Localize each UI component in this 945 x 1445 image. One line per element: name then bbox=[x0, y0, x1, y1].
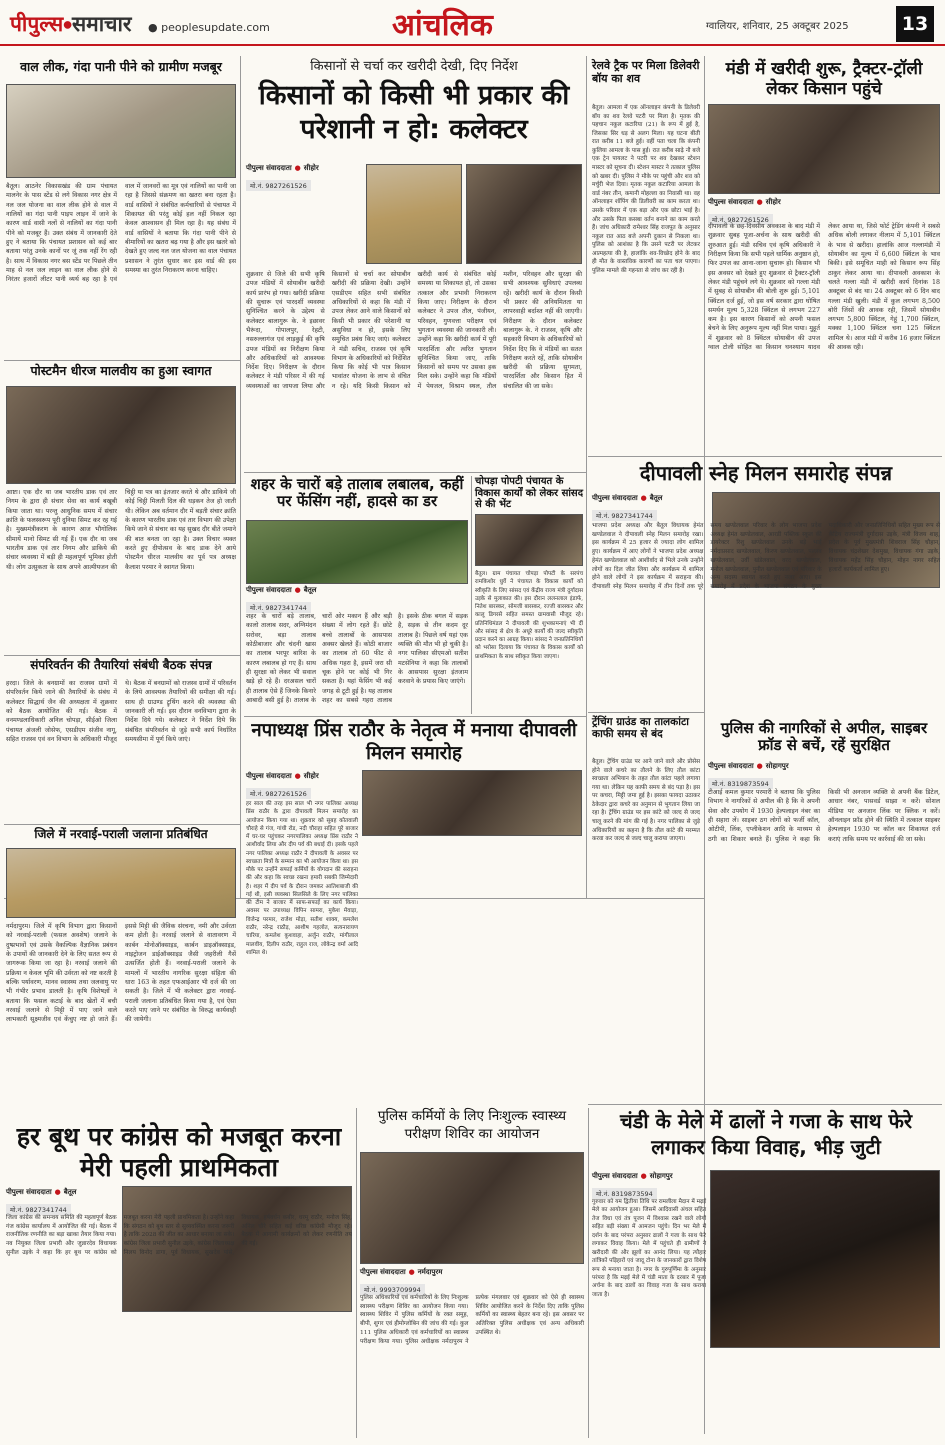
mobile-number: मो.नं. 9827261526 bbox=[246, 180, 311, 191]
headline: चोपड़ा पोपटी पंचायत के विकास कार्यों को लेकर सांसद से की भेंट bbox=[475, 476, 584, 510]
byline: पीपुल्स संवाददाता ● बैतूल bbox=[246, 586, 317, 594]
body-text: बैतूल। आमला में एक ऑनलाइन कंपनी के डिलेवरी बॉय का शव रेलवे पटरी पर मिला है। मृतक की पहचान नकुल कटारिया (21) के रूप में हुई है, जिसका सिर धड़ से अलग मिला। यह घटना बीती रात करीब 11 बजे हुई। वहीं पता चला कि कंपनी कुलिया आमला के पास हुई। रात करीब साढ़े नौ बजे एक ट्रेन पायलट ने पटरी पर शव देखकर स्टेशन मास्टर को सूचना दी। स्टेशन मास्टर ने तत्काल पुलिस को खबर दी। पुलिस ने मौके पर पहुंची और शव को मर्चुरी भेज दिया। मृतक नकुल कटारिया आमला के वार्ड नंबर तीन, कमानी मोहल्ला का निवासी था। वह ऑनलाइन शॉपिंग की डिलीवरी का काम करता था। उसके परिवार में एक बड़ा और एक छोटा भाई है। और उसके पिता कसबा वर्तन बनाने का काम करते हैं। जांच अधिकारी रामेश्वर सिंह राजपूत के अनुसार नकुल रात आठ बजे अपनी दुकान से निकला था। पुलिस को आशंका है कि उसने पटरी पर लेटकर आत्महत्या की है, हालांकि शव-विच्छेद होने के बाद ही मौत के वास्तविक कारणों का पता चल पाएगा। पुलिस मामले की गहनता से जांच कर रही है। bbox=[592, 105, 700, 274]
headline: शहर के चारों बड़े तालाब लबालब, कहीं पर फेंसिंग नहीं, हादसे का डर bbox=[250, 475, 464, 511]
mobile-number: मो.नं. 9827341744 bbox=[592, 510, 657, 521]
article-diwali-milan-prince bbox=[246, 720, 582, 956]
byline: पीपुल्स संवाददाता ● बैतूल bbox=[6, 1188, 77, 1196]
body-text-cont bbox=[362, 840, 582, 896]
mobile-number: मो.नं. 9827341744 bbox=[6, 1204, 71, 1215]
mobile-number: मो.नं. 9993709994 bbox=[360, 1284, 425, 1295]
masthead bbox=[0, 0, 945, 46]
body-text: बैतूल। आठनेर विकासखंड की ग्राम पंचायत मालनेर के पास स्टेंड से लगे विकास नगर क्षेत्र में नल जल योजना का वाल लीक होने से वाल में नालियों का गंदा पानी पाइप लाइन में जाने के कारण वार्ड वासी नलों से नालियों का गंदा पानी पीने को मजबूर हैं। उक्त संबंध में जानकारी देते हुए ने बताया कि पंचायत प्रशासन को कई बार बताया परंतु उनके कानों पर जूं तक नहीं रेंग रही है। साथ में विकास नगर बस स्टेंड पर पिछले तीन माह से नल जल लाइन का वाल लीक होने से निरंतर हजारों लीटर पानी व्यर्थ बह रहा है एवं वाल में जानवरों का मूत्र एवं नालियों का पानी जा रहा है जिससे संक्रमण का खतरा बना रहता है। वार्ड वासियों ने संबंधित कर्मचारियों से पंचायत में शिकायत की परंतु कोई हल नहीं निकल रहा केवल आश्वासन ही मिल रहा है। यह संबंध में वार्ड वासियों ने बताया कि गंदा पानी पीने से बीमारियों का खतरा बढ़ गया है और इस खतरे को देखते हुए जल्द नल जल योजना का वाल पंचायत प्रशासन ने तुरंत सुधार कर इस वार्ड की इस समस्या का तुरंत निराकरण करना चाहिए। bbox=[6, 183, 237, 284]
dateline: ग्वालियर, शनिवार, 25 अक्टूबर 2025 bbox=[706, 21, 849, 32]
mobile-number: मो.नं. 8319873594 bbox=[592, 1188, 657, 1199]
headline: दीपावली स्नेह मिलन समारोह संपन्न bbox=[639, 461, 893, 485]
page-number: 13 bbox=[896, 6, 934, 42]
body-text: आष्टा। एक दौर था जब भारतीय डाक एवं तार निगम के द्वारा ही संचार सेवा का कार्य बखूबी किया जाता था। परन्तु आधुनिक समय में संचार क्रांति के फलस्वरूप पूरी दुनिया सिमट कर रह गई है। मुख्यमंत्रीकरण के कारण आज भौगोलिक सीमायें मानो सिमट सी गई हैं। एक दौर था जब भारतीय डाक एवं तार निगम और डाकिये की संचार व्यवस्था में बड़ी ही महत्वपूर्ण भूमिका होती थी। लोग उत्सुकता के साथ अपने आत्मीयजन की चिट्ठी या पत्र का इंतजार करते थे और डाकिये जी कोई चिट्ठी मिलती दिल की धड़कन तेज हो जाती थी। लेकिन अब वर्तमान दौर में बड़ती संचार क्रांति के कारण भारतीय डाक एवं तार विभाग की उपेक्षा किये जाने से संचार का यह सुखद दौर बीते जमाने की बात बनता जा रहा है। उक्त विचार व्यक्त करते हुए दीपोत्सव के बाद डाक देने आये पोस्टमैन धीरज मालवीय का पूर्व पत्र अध्यक्ष कैलाश परमार ने स्वागत किया। bbox=[6, 489, 236, 571]
byline: पीपुल्स संवाददाता ● नर्मदापुरम bbox=[360, 1268, 443, 1276]
body-text: हर साल की तरह इस साल भी नगर पालिका अध्यक्ष प्रिंस राठौर के द्वारा दीपावली मिलन समारोह का आयोजन किया गया था। शुक्रवार को सुबह कोतवाली चौराहे से गंज, गांधी रोड, नदी चौराहा सहित पूरे बाजार में घर-घर पहुंचकर नगरपालिका अध्यक्ष प्रिंस राठौर ने आशीर्वाद लिया और दीप पर्व की बधाई दी। इसके पहले नगर पालिका अध्यक्ष राठौर ने दीपावली के अवसर पर स्वच्छता मित्रों के सम्मान का भी आयोजन किया था। इस मौके पर उन्होंने सफाई कर्मियों के योगदान की सराहना की और कहा कि स्वच्छ रखना हमारी सबकी जिम्मेदारी है। शहर में दीप पर्व के दौरान जमकर आतिशबाजी की गई थी, इसी व्यवस्था सिलसिले के लिए नगर पालिका की टीम ने बाजार में साफ-सफाई का कार्य किया। अवसर पर उपाध्यक्ष विपिन सामरा, मुकेश मेवाड़ा, विजेन्द्र परमार, राजेश मोड़ा, सतीश शाक्य, कमलेश राठौर, नरेन्द्र राठौड़, आशीष गहलोत, सत्यनारायण चारिया, कमलेश कुशवाहा, अर्जुन राठौर, मांगीलाल मालवीय, दिलीप राठौर, राहुल राज, लोकेन्द्र वर्मा आदि शामिल थे। bbox=[246, 801, 358, 956]
headline: पुलिस की नागरिकों से अपील, साइबर फ्रॉड से बचें, रहें सुरक्षित bbox=[720, 719, 928, 755]
mobile-number: मो.नं. 9827261526 bbox=[708, 214, 773, 225]
article-mp-meeting bbox=[475, 476, 583, 714]
body-text: टीआई कमल कुमार परमारी ने बताया कि पुलिस विभाग ने नागरिकों से अपील की है कि वे अपनी सेवा और उपयोग में 1930 हेल्पलाइन नंबर का ही सहारा लें। साइबर ठग लोगों को फर्जी कॉल, ओटीपी, लिंक, एप्लीकेशन आदि के माध्यम से ठगी का शिकार बनाते हैं। पुलिस ने कहा कि किसी भी अनजान व्यक्ति से अपनी बैंक डिटेल, आधार नंबर, पासवर्ड साझा न करें। सोशल मीडिया पर अनजान लिंक पर क्लिक न करें। ऑनलाइन फ्रॉड होने की स्थिति में तत्काल साइबर हेल्पलाइन 1930 पर कॉल कर शिकायत दर्ज कराएं ताकि समय पर कार्रवाई की जा सके। bbox=[708, 789, 940, 843]
photo-collector-visit bbox=[466, 164, 582, 264]
article-stubble-burning bbox=[6, 828, 236, 1118]
brand-name-2: समाचार bbox=[71, 12, 132, 36]
article-water-leak bbox=[6, 60, 236, 356]
headline: चंडी के मेले में ढालों ने गजा के साथ फेरे लगाकर किया विवाह, भीड़ जुटी bbox=[619, 1109, 913, 1159]
headline: मंडी में खरीदी शुरू, ट्रैक्टर-ट्रॉली लेकर किसान पहुंचे bbox=[725, 59, 923, 99]
body-text: भाजपा प्रदेश अध्यक्ष और बैतूल विधायक हेमंत खण्डेलवाल ने दीपावली स्नेह मिलन समारोह रखा। इस कार्यक्रम में 25 हजार से ज्यादा लोग शामिल हुए। कार्यक्रम में आए लोगों ने भाजपा प्रदेश अध्यक्ष हेमंत खण्डेलवाल को आशीर्वाद से भिले उनके उन्होंने लोगों का दिल जीत लिया और कार्यक्रम में शामिल होने वाले लोगों ने इस कार्यक्रम में सराहना की। दीपावली स्नेह मिलन समारोह में तीन दिनों तक पूरे समय खण्डेलवाल परिवार के लोग भाजपा प्रदेश अध्यक्ष हेमंत खण्डेलवाल, आरडी पब्लिक स्कूल की डायरेक्टर रिशु खण्डेलवाल उनके बड़े भाई नर्मदाप्रसाद खण्डेलवाल, किरण खण्डेलवाल, पल्लव खण्डेलवाल, उर्वी खंडेलवाल, वरद खण्डेलवाल, मनोज खण्डेलवाल, पुनीत खण्डेलवाल एवं परिवार के अन्य सदस्य स्वागत करते हुए नजर आए। इस समारोह में प्रदेश के भाजपा संगठन के मुख्य पदाधिकारी और जनप्रतिनिधियों सहित मुख्य रूप से केंद्रिय राज्यमंत्री दुर्गादास उइके, मंत्री विजय शाह, प्रदेश के पूर्व मुख्यमंत्री शिवराज सिंह चौहान, विधायक चंद्रशेखर देशमुख, विधायक गंगा उइके, विधायक महेंद्र सिंह चौहान, मोहन नागर सहित हजारों कार्यकर्ता शामिल हुए। bbox=[592, 523, 940, 591]
article-health-camp bbox=[360, 1108, 584, 1440]
body-text: दीपावली के छह-दिवसीय अवकाश के बाद मंडी में शुक्रवार सुबह पूजा-अर्चना के साथ खरीदी की शुरुआत हुई। मंडी सचिव एवं कृषि अधिकारी ने निरीक्षण किया कि सभी पहले धार्मिक अनुष्ठान हो, फिर उपज का आना-जाना सुचारू हो। किसान भी इस अवसर को देखते हुए शुक्रवार से ट्रैक्टर-ट्रॉली लेकर मंडी पहुंचने लगे थे। शुक्रवार को गल्ला मंडी में सुबह से सोयाबीन की बोली शुरू हुई। 5,101 क्विंटल दर्ज हुई, जो इस वर्ष सरकार द्वारा घोषित समर्थन मूल्य 5,328 क्विंटल से लगभग 227 कम है। इस कारण किसानों को अपनी फसल बेचने के लिए अनुरूप मूल्य नहीं मिल पाया। मुहूर्त में शुक्रवार को 8 क्विंटल सोयाबीन की उपज ग्वाल टोली सोहित का किसान घनश्याम यादव लेकर आया था, जिसे फोर्ट ट्रेडिंग कंपनी ने सबसे अधिक बोली लगाकर नीलाम में 5,101 क्विंटल के भाव से खरीदा। हालांकि आज गल्लामंडी में सोयाबीन का मूल्य में 6,600 क्विंटल के भाव बिकी। इसे समूचित माही को किसान रूप सिंह ठाकुर लेकर आया था। दीपावली अवकाश के चलते गल्ला मंडी में खरीदी कार्य दिनांक 18 अक्टूबर से बंद था। 24 अक्टूबर को 6 दिन बाद गल्ला मंडी खुली। मंडी में कुल लगभग 8,500 बोरी जिंसों की आवक रही, जिसमें सोयाबीन लगभग 5,800 क्विंटल, गेहूं 1,700 क्विंटल, मक्का 1,100 क्विंटल चना 125 क्विंटल शामिल थे। आज मंडी में करीब 16 हजार क्विंटल की आवक रही। bbox=[708, 223, 940, 352]
byline: पीपुल्स संवाददाता ● सीहोर bbox=[246, 772, 319, 780]
photo-postman bbox=[6, 386, 236, 484]
kicker: किसानों से चर्चा कर खरीदी देखी, दिए निर्देश bbox=[310, 59, 518, 74]
photo-mandi-grain bbox=[366, 164, 462, 264]
headline: किसानों को किसी भी प्रकार की परेशानी न हो: कलेक्टर bbox=[258, 79, 570, 145]
headline: रेलवे ट्रैक पर मिला डिलेवरी बॉय का शव bbox=[592, 59, 700, 85]
photo-diwali-milan bbox=[362, 770, 582, 836]
headline: जिले में नरवाई-पराली जलाना प्रतिबंधित bbox=[34, 827, 208, 841]
article-delivery-boy bbox=[592, 60, 700, 452]
byline: पीपुल्स संवाददाता ● सीहोर bbox=[708, 198, 781, 206]
headline: पोस्टमैन धीरज मालवीय का हुआ स्वागत bbox=[30, 363, 212, 378]
body-text: शहर के चारों बड़े तालाब, कालो तालाब सदर, अग्निमंदन सरोवर, बड़ा तालाब कोठीबाजार और चंदनी खास का तालाब भरपूर बारिश के कारण लबालब हो गए हैं। साथ ही सुरक्षा को लेकर भी सवाल खड़े हो रहे हैं। दरअसल चारों ही तालाब ऐसे हैं जिनके किनारे आबादी बसी हुई है। तालाब के चारों ओर मकान हैं और बड़ी संख्या में लोग रहते हैं। छोटे बच्चे तालाबों के आसपास अक्सर खेलते हैं। कोठी बाजार का तालाब तो 60 फीट से अधिक गहरा है, इसमें जरा सी चूक होने पर कोई भी गिर सकता है। यहां फेंसिंग भी कई जगह से टूटी हुई है। यह तालाब शहर का सबसे गहरा तालाब है। इसके ठीक बगल में सड़क है, सड़क से तीन कदम दूर तालाब है। पिछले वर्ष यहां एक व्यक्ति की मौत भी हो चुकी है। नगर पालिका सीएमओ सतीश मटसेनिया ने कहा कि तालाबों के आसपास सुरक्षा इंतजाम करवाने के प्रयास किए जाएंगे। bbox=[246, 613, 468, 704]
website-url: ● peoplesupdate.com bbox=[148, 21, 270, 34]
article-postman bbox=[6, 364, 236, 652]
body-text: गुरुवार को यम द्वितीया तिथि पर रामलीला मैदान में मढ़ई मेले का आयोजन हुआ। जिसमें आदिवासी अंचल सहित तेज विधा एवं तंत्र पूजन में विश्वास रखने वाले लोगों सहित बड़ी संख्या में आमजन पहुंचे। दिन भर मेले में दर्शन के बाद परंपरा अनुसार ढालों ने गजा के साथ फेरे लगाकर विवाह किया। मेले में पहुंचते ही ग्रामीणों ने खरीदारी की और झूलों का आनंद लिया। यह त्यौहार तांत्रिकों पड़िहारों एवं जादू टोना के जानकारों द्वारा विशेष रूप से मनाया जाता है। नगर के गुरुपूर्णिमा के अनुसार परंपरा है कि मढ़ई मेले में चंडी माता के दरबार में पूजा अर्चना के बाद ढालों का विवाह गजा के साथ कराया जाता है। bbox=[592, 1199, 706, 1298]
body-text: हरदा। जिले के बनग्रामों का राजस्व ग्रामों में संपरिवर्तन किये जाने की तैयारियों के संबंध में कलेक्टर सिद्धार्थ जैन की अध्यक्षता में शुक्रवार को बैठक आयोजित की गई। बैठक में वनमण्डलाधिकारी अनिल चोपड़ा, सीईओ जिला पंचायत अंजली जोसेफ, एसडीएम संजीव नागू, सहित राजस्व एवं वन विभाग के अधिकारी मौजूद थे। बैठक में बनग्रामों को राजस्व ग्रामों में परिवर्तन के लिये आवश्यक तैयारियों की समीक्षा की गई। साथ ही ग्राउण्ड ट्रुथिंग करने की व्यवस्था की जानकारी ली गई। इस दौरान वनविभाग द्वारा के निर्देश दिये गये। कलेक्टर ने निर्देश दिये कि संबंधित संपरिवर्तन से जुड़े सभी कार्य निर्धारित समयसीमा में पूर्ण किये जाएं। bbox=[6, 680, 236, 743]
body-text: पुलिस अधिकारियों एवं कर्मचारियों के लिए निःशुल्क स्वास्थ्य परीक्षण शिविर का आयोजन किया गया। स्वास्थ्य शिविर में पुलिस कर्मियों के रक्त समूह, बीपी, शुगर एवं हीमोग्लोबिन की जांच की गई। कुल 111 पुलिस अधिकारी एवं कर्मचारियों का स्वास्थ्य परीक्षण किया गया। पुलिस अधीक्षक नर्मदापुरम ने प्रत्येक मंगलवार एवं शुक्रवार को ऐसे ही स्वास्थ्य शिविर आयोजित करने के निर्देश दिए ताकि पुलिस कर्मियों का स्वास्थ्य बेहतर बना रहे। इस अवसर पर अतिरिक्त पुलिस अधीक्षक एवं अन्य अधिकारी उपस्थित थे। bbox=[360, 1295, 584, 1345]
body-text: शुक्रवार से जिले की सभी कृषि उपज मंडियों में सोयाबीन खरीदी कार्य प्रारंभ हो गया। खरीदी प्रक्रिया की सुचारू एवं पारदर्शी व्यवस्था सुनिश्चित करने के उद्देश्य से कलेक्टर बालागुरू के. ने इछावर भैरूंदा, गोपालपुर, रेहटी, नसरुल्लागंज एवं लाड़कुई की कृषि उपज मंडियों का निरीक्षण किया और अधिकारियों को आवश्यक निर्देश दिए। निरीक्षण के दौरान कलेक्टर ने मंडी परिसर में की गई व्यवस्थाओं का जायजा लिया और किसानों से चर्चा कर सोयाबीन खरीदी की प्रक्रिया देखी। उन्होंने एसडीएम सहित सभी संबंधित अधिकारियों से कहा कि मंडी में उपज लेकर आने वाले किसानों को किसी भी प्रकार की परेशानी या असुविधा न हो, इसके लिए समुचित प्रबंध किए जाएं। कलेक्टर ने मंडी सचिव, राजस्व एवं कृषि विभाग के अधिकारियों को निर्देशित किया कि कोई भी पात्र किसान भावांतर योजना के लाभ से वंचित न रहे। यदि किसी किसान को खरीदी कार्य से संबंधित कोई समस्या या शिकायत हो, तो उसका तत्काल और प्रभावी निराकरण किया जाए। निरीक्षण के दौरान कलेक्टर ने उपज तौल, पंजीयन, परिवहन, गुणवत्ता परीक्षण एवं भुगतान व्यवस्था की जानकारी ली। उन्होंने कहा कि खरीदी कार्य में पूरी पारदर्शिता और त्वरित भुगतान सुनिश्चित किया जाए, ताकि किसानों को समय पर उसका हक मिल सके। उन्होंने कहा कि मंडियों में पेयजल, विश्राम स्थल, तौल मशीन, परिवहन और सुरक्षा की सभी आवश्यक सुविधाएं उपलब्ध रहें। खरीदी कार्य के दौरान किसी भी प्रकार की अनियमितता या लापरवाही बर्दाश्त नहीं की जाएगी। निरीक्षण के दौरान कलेक्टर बालागुरू के. ने राजस्व, कृषि और सहकारी विभाग के अधिकारियों को निर्देश दिए कि वे मंडियों का सतत निरीक्षण करते रहें, ताकि सोयाबीन खरीदी की प्रक्रिया सुगमता, पारदर्शिता और किसान हित में संचालित की जा सके। bbox=[246, 271, 582, 390]
section-title: आंचलिक bbox=[392, 8, 493, 43]
photo-mandi bbox=[708, 104, 940, 194]
headline: हर बूथ पर कांग्रेस को मजबूत करना मेरी पहली प्राथमिकता bbox=[16, 1122, 342, 1182]
article-conversion-meeting bbox=[6, 659, 236, 821]
body-text: नर्मदापुरम। जिले में कृषि विभाग द्वारा किसानों को नरवाई-पराली (फसल अवशेष) जलाने के दुष्प्रभावों एवं उसके वैकल्पिक वैज्ञानिक प्रबंधन के उपायों की जानकारी देने के लिए सतत रूप से जागरूक किया जा रहा है। नरवाई जलाने की प्रक्रिया न केवल भूमि की उर्वरता को नष्ट करती है बल्कि पर्यावरण, मानव स्वास्थ्य तथा जलवायु पर भी गंभीर प्रभाव डालती है। कृषि विशेषज्ञों ने बताया कि फसल कटाई के बाद खेतों में बची नरवाई जलाने से मिट्टी में पाए जाने वाले लाभकारी सूक्ष्मजीव एवं केंचुए नष्ट हो जाते हैं। इससे मिट्टी की जैविक संरचना, नमी और उर्वरता कम होती है। नरवाई जलाने से वातावरण में कार्बन मोनोऑक्साइड, कार्बन डाइऑक्साइड, नाइट्रोजन डाईऑक्साइड जैसी जहरीली गैसें उत्सर्जित होती हैं। नरवाई-पराली जलाने के मामलों में भारतीय नागरिक सुरक्षा संहिता की धारा 163 के तहत एफआईआर भी दर्ज की जा सकती है। जिले में भी कलेक्टर द्वारा नरवाई-पराली जलाना प्रतिबंधित किया गया है, एवं ऐसा करते पाए जाने पर संबंधित के विरुद्ध कार्यवाही की जायेगी। bbox=[6, 923, 236, 1024]
photo-fair bbox=[710, 1170, 940, 1348]
headline: संपरिवर्तन की तैयारियां संबंधी बैठक संपन्न bbox=[30, 658, 212, 672]
article-ponds bbox=[246, 476, 468, 714]
article-cyber-fraud bbox=[708, 720, 940, 1100]
byline: पीपुल्स संवाददाता ● सोहागपुर bbox=[708, 762, 789, 770]
brand-name: पीपुल्स bbox=[10, 12, 64, 36]
headline: वाल लीक, गंदा पानी पीने को ग्रामीण मजबूर bbox=[20, 59, 222, 74]
photo-mp bbox=[475, 514, 583, 566]
body-text: बैतूल। ग्राम पंचायत चोपड़ा पोपटी के सरपंच रामकिशोर धुर्वे ने पंचायत के विकास कार्यों को स्वीकृति के लिए सांसद एवं केंद्रीय राज्य मंत्री दुर्गादास उइके से मुलाकात की। इस दौरान ललनलाल इंडार्फ, नितेश बारस्कर, सोमजी बारस्कर, रज्जी बारस्कर और कालू डिगरसे सहित समस्त ग्रामवासी मौजूद रहे। प्रतिनिधिमंडल ने दीपावली की शुभकामनाएं भी दीं और सांसद से क्षेत्र के अधूरे कार्यों की जल्द स्वीकृति प्रदान करने का आग्रह किया। सांसद ने जनप्रतिनिधियों को भरोसा दिलाया कि पंचायत के विकास कार्यों को प्राथमिकता के साथ स्वीकृत किया जाएगा। bbox=[475, 571, 583, 660]
article-chandi-fair bbox=[592, 1108, 940, 1440]
photo-stubble bbox=[6, 848, 236, 918]
article-congress-booth bbox=[6, 1122, 352, 1440]
article-collector-lead bbox=[246, 60, 582, 470]
byline: पीपुल्स संवाददाता ● बैतूल bbox=[592, 494, 663, 502]
headline: नपाध्यक्ष प्रिंस राठौर के नेतृत्व में मनाया दीपावली मिलन समारोह bbox=[251, 720, 577, 764]
brand-dot: ● bbox=[63, 19, 72, 31]
headline: ट्रेंचिंग ग्राउंड का तालकांटा काफी समय से बंद bbox=[592, 716, 689, 741]
article-mandi-purchase bbox=[708, 60, 940, 452]
article-trenching-ground bbox=[592, 716, 700, 1100]
mobile-number: मो.नं. 8319873594 bbox=[708, 778, 773, 789]
photo-garbage bbox=[6, 84, 236, 178]
mobile-number: मो.नं. 9827341744 bbox=[246, 602, 311, 613]
photo-pond bbox=[246, 520, 468, 584]
byline: पीपुल्स संवाददाता ● सीहोर bbox=[246, 164, 319, 172]
headline: पुलिस कर्मियों के लिए निःशुल्क स्वास्थ्य परीक्षण शिविर का आयोजन bbox=[377, 1108, 567, 1142]
body-text: बैतूल। ट्रेंचिंग ग्राउंड पर आने जाने वाले और प्रोसेस होने वाले कचरे का तौलने के लिए तौल कांटा स्वच्छता अभियान के तहत तौल कांटा पहले लगाया गया था। लेकिन यह काफी समय से बंद पड़ा है। इस पर कचरा, मिट्टी जमा हुई है। इसका फायदा उठाकर ठेकेदार द्वारा कचरे का अनुमान से भुगतान लिया जा रहा है। ट्रेंचिंग ग्राउंड पर इस कांटे को जल्द से जल्द चालू करने की मांग की गई है। नगर पालिका से जुड़े अधिकारियों का कहना है कि तौल कांटे की मरम्मत करवा कर जल्द से जल्द चालू कराया जाएगा। bbox=[592, 759, 700, 843]
photo-health-camp bbox=[360, 1152, 584, 1264]
byline: पीपुल्स संवाददाता ● सोहागपुर bbox=[592, 1172, 673, 1180]
body-text: जिला कांग्रेस की समन्वय समिति की महत्वपूर्ण बैठक गंज कांग्रेस कार्यालय में आयोजित की गई। बैठक में राजनीतिक रणनीति का बड़ा खाका तैयार किया गया। नव नियुक्त जिला प्रभारी और जुन्नारदेव विधायक सुनील उइके ने कहा कि हर बूथ पर कांग्रेस को मजबूत करना मेरी पहली प्राथमिकता है। उन्होंने कहा कि संगठन को बूथ स्तर से सुव्यवस्थित करना जरूरी है ताकि 2028 की जीत का आधार बनाया जा सके। कांग्रेस जिला प्रभारी सुनील उइके, कांग्रेस जिलाध्यक्ष निलय विनोद डागा, पूर्व विधायक, सुखदेव पांसे, विधायक, हर्षवर्धन कबीर, धरमू राठौर, मनोज सिंह, अनिल चौरे सहित कई वरिष्ठ कांग्रेसी मौजूद रहे। बैठक में आगामी कार्यक्रमों को लेकर रणनीति तय की गई। bbox=[6, 1215, 352, 1256]
mobile-number: मो.नं. 9827261526 bbox=[246, 788, 311, 799]
